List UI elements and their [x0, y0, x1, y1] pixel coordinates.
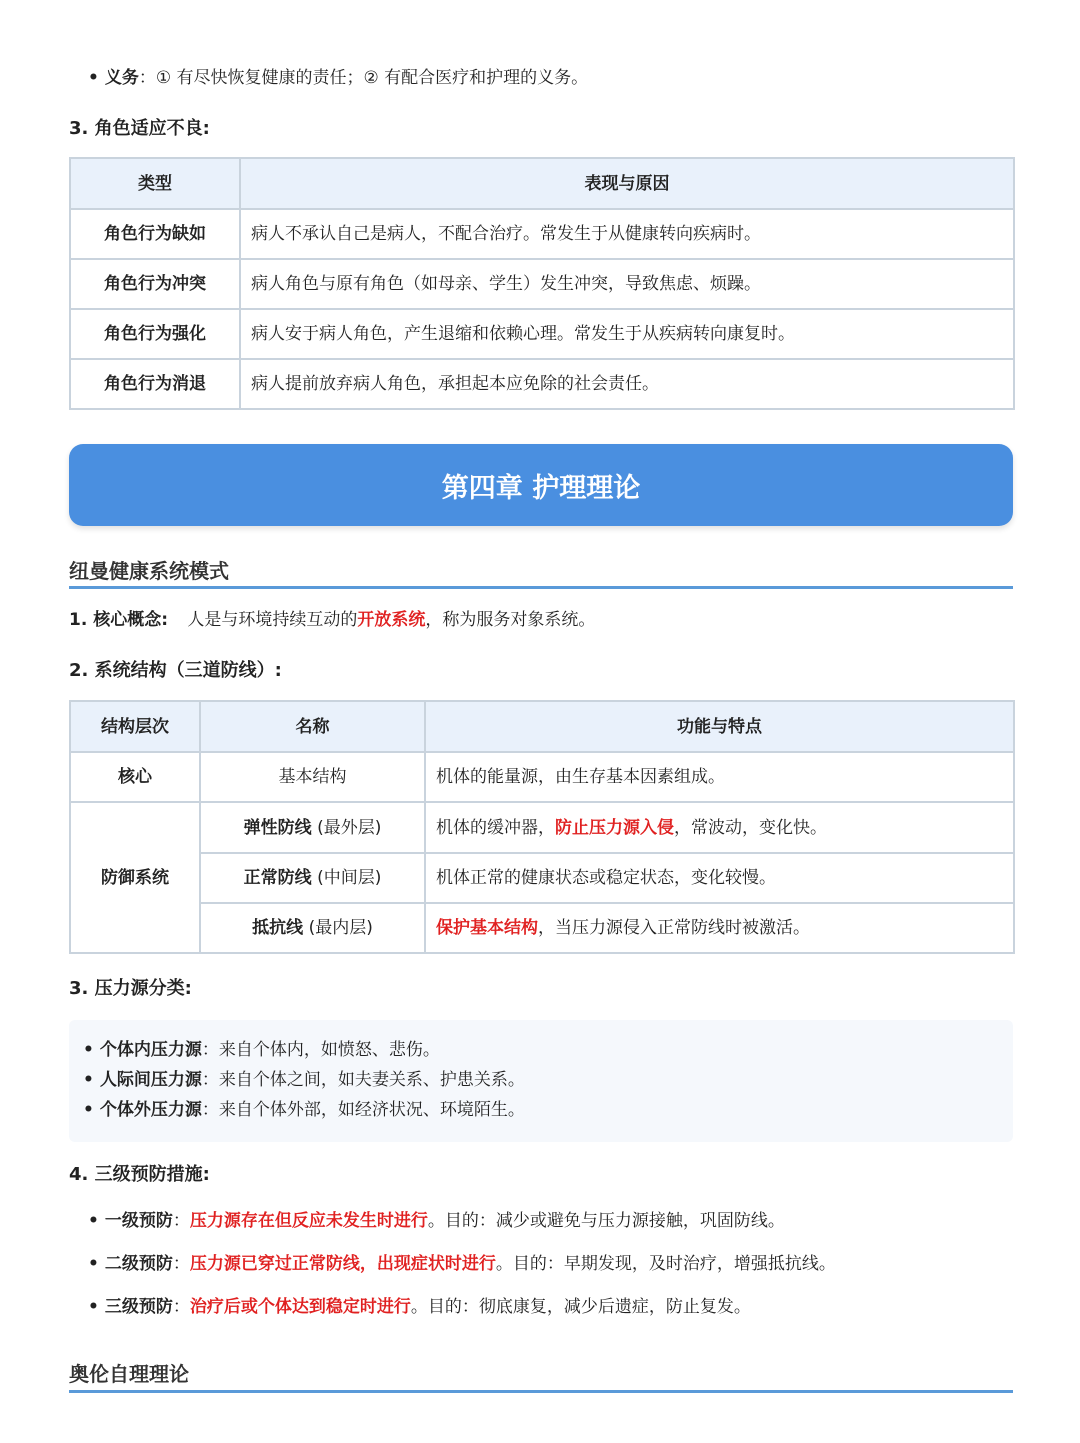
- structure-name: 基本结构: [200, 752, 425, 802]
- role-table-header: [70, 158, 1014, 209]
- structure-desc: [425, 903, 1014, 953]
- table-row: [70, 802, 1014, 853]
- core-concept-label: 1. 核心概念:: [69, 610, 169, 630]
- table-row: [70, 853, 1014, 903]
- stressor-label: 个体内压力源: [99, 1040, 202, 1060]
- table-row: [70, 903, 1014, 953]
- structure-name-cell: [200, 903, 425, 953]
- desc-pre: 机体正常的健康状态或稳定状态，变化较慢。: [436, 868, 776, 888]
- prevention-highlight: 压力源存在但反应未发生时进行: [189, 1211, 428, 1231]
- bullet-dot: •: [83, 1070, 94, 1090]
- header-name: 名称: [200, 701, 425, 752]
- prevention-text: 。目的：早期发现，及时治疗，增强抵抗线。: [495, 1254, 836, 1274]
- role-desc: 病人不承认自己是病人，不配合治疗。常发生于从健康转向疾病时。: [240, 209, 1014, 259]
- table-row: [70, 309, 1014, 359]
- role-type: 角色行为冲突: [70, 259, 240, 309]
- prevention-label: 一级预防: [104, 1211, 173, 1231]
- stressor-text: ：来自个体内，如愤怒、悲伤。: [201, 1040, 440, 1060]
- stressor-text: ：来自个体之间，如夫妻关系、护患关系。: [201, 1070, 525, 1090]
- prevention-highlight: 压力源已穿过正常防线，出现症状时进行: [189, 1254, 496, 1274]
- colon: ：: [172, 1211, 190, 1231]
- section-divider: [69, 586, 1013, 589]
- structure-table: [69, 700, 1015, 954]
- bullet-dot: •: [88, 1254, 99, 1274]
- duty-bullet: [88, 66, 588, 90]
- structure-title: 2. 系统结构（三道防线）:: [69, 660, 282, 681]
- core-concept-pre: 人是与环境持续互动的: [187, 610, 358, 630]
- colon: ：: [172, 1254, 190, 1274]
- prevention-label: 二级预防: [104, 1254, 173, 1274]
- table-row: [70, 259, 1014, 309]
- list-item: [83, 1038, 440, 1062]
- table-row: [70, 752, 1014, 802]
- structure-name-cell: [200, 802, 425, 853]
- stressor-label: 人际间压力源: [99, 1070, 202, 1090]
- structure-desc: [425, 853, 1014, 903]
- structure-name: 弹性防线: [243, 817, 312, 838]
- role-type: 角色行为强化: [70, 309, 240, 359]
- level-defense: 防御系统: [70, 802, 200, 953]
- prevention-label: 三级预防: [104, 1297, 173, 1317]
- neuman-section-title: 纽曼健康系统模式: [69, 559, 229, 583]
- core-concept-post: ，称为服务对象系统。: [425, 610, 596, 630]
- colon: ：: [172, 1297, 190, 1317]
- list-item: [88, 1295, 751, 1319]
- orem-section-title: 奥伦自理理论: [69, 1362, 189, 1386]
- role-type: 角色行为缺如: [70, 209, 240, 259]
- desc-pre: 机体的缓冲器，: [436, 817, 555, 838]
- prevention-title: 4. 三级预防措施:: [69, 1164, 210, 1185]
- role-desc: 病人安于病人角色，产生退缩和依赖心理。常发生于从疾病转向康复时。: [240, 309, 1014, 359]
- stressor-text: ：来自个体外部，如经济状况、环境陌生。: [201, 1100, 525, 1120]
- desc-post: ，当压力源侵入正常防线时被激活。: [538, 918, 810, 938]
- bullet-dot: •: [88, 1297, 99, 1317]
- role-desc: 病人角色与原有角色（如母亲、学生）发生冲突，导致焦虑、烦躁。: [240, 259, 1014, 309]
- desc-highlight: 防止压力源入侵: [555, 817, 674, 838]
- desc-post: ，常波动，变化快。: [674, 817, 827, 838]
- structure-layer: (最外层): [317, 817, 382, 838]
- table-row: [70, 359, 1014, 409]
- duty-text: ：① 有尽快恢复健康的责任；② 有配合医疗和护理的义务。: [138, 68, 589, 88]
- table-row: [70, 209, 1014, 259]
- role-type: 角色行为消退: [70, 359, 240, 409]
- prevention-text: 。目的：减少或避免与压力源接触，巩固防线。: [427, 1211, 785, 1231]
- role-table: [69, 157, 1015, 410]
- stressor-label: 个体外压力源: [99, 1100, 202, 1120]
- bullet-dot: •: [88, 68, 99, 88]
- structure-desc: 机体的能量源，由生存基本因素组成。: [425, 752, 1014, 802]
- bullet-dot: •: [83, 1040, 94, 1060]
- prevention-text: 。目的：彻底康复，减少后遗症，防止复发。: [410, 1297, 751, 1317]
- chapter-banner: 第四章 护理理论: [69, 444, 1013, 526]
- header-type: 类型: [70, 158, 240, 209]
- bullet-dot: •: [88, 1211, 99, 1231]
- structure-name-cell: [200, 853, 425, 903]
- structure-desc: [425, 802, 1014, 853]
- list-item: [88, 1209, 785, 1233]
- stressor-box: [69, 1020, 1013, 1142]
- list-item: [83, 1068, 525, 1092]
- core-concept-highlight: 开放系统: [357, 610, 426, 630]
- stressor-title: 3. 压力源分类:: [69, 978, 192, 999]
- structure-layer: (中间层): [317, 868, 382, 888]
- prevention-highlight: 治疗后或个体达到稳定时进行: [189, 1297, 411, 1317]
- structure-table-header: [70, 701, 1014, 752]
- section-divider: [69, 1390, 1013, 1393]
- core-concept: [69, 608, 595, 632]
- list-item: [88, 1252, 836, 1276]
- header-level: 结构层次: [70, 701, 200, 752]
- role-desc: 病人提前放弃病人角色，承担起本应免除的社会责任。: [240, 359, 1014, 409]
- structure-name: 正常防线: [243, 868, 312, 888]
- level-core: 核心: [70, 752, 200, 802]
- duty-label: 义务: [104, 68, 139, 88]
- list-item: [83, 1098, 525, 1122]
- structure-name: 抵抗线: [252, 918, 304, 938]
- desc-highlight: 保护基本结构: [436, 918, 538, 938]
- header-function: 功能与特点: [425, 701, 1014, 752]
- header-desc: 表现与原因: [240, 158, 1014, 209]
- structure-layer: (最内层): [308, 918, 373, 938]
- role-maladaptation-title: 3. 角色适应不良:: [69, 118, 210, 139]
- bullet-dot: •: [83, 1100, 94, 1120]
